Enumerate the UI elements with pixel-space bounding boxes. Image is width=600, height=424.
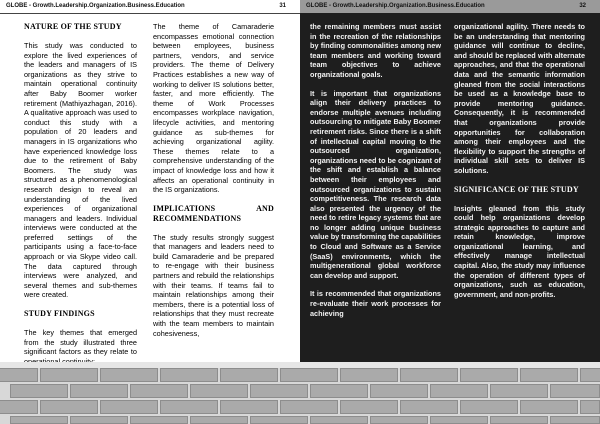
left-column-1 [24, 22, 137, 375]
journal-title: GLOBE - Growth.Leadership.Organization.Business.Education [306, 3, 485, 9]
right-column-2 [454, 22, 585, 308]
page-number: 32 [579, 3, 586, 9]
paragraph: It is important that organizations align their delivery practices to endorse multiple avenues including outsourcing to mitigate Baby Boomer retirement risks. Since there is a shift of intellectual capital moving to the outsourced organization, organizations need to be cognizant of the shift and establish a balance between their employees and outsourced organizations to sustain competitiveness. The research data also presented the urgency of the need to retire legacy systems that are no longer adding unique business value by transforming the capabilities to Cloud and Software as a Service (SaaS) environments, which the multigenerational global workforce can develop and support. [310, 88, 441, 280]
right-page [300, 0, 600, 362]
journal-title: GLOBE - Growth.Leadership.Organization.Business.Education [6, 3, 185, 9]
section-heading: STUDY FINDINGS [24, 309, 95, 319]
paragraph: organizational agility. There needs to be an understanding that mentoring guidance will continue to decline, and should be replaced with alternate approaches, and that the operational data and the semantic information gleaned from the social interactions be used as a knowledge base to provide mentoring guidance. Consequently, it is recommended that organizations provide opportunities for collaboration among their employees and the flexibility to support the strengths of individual skill sets to deliver IS solutions. [454, 22, 585, 175]
right-column-1 [310, 22, 441, 327]
paragraph: Insights gleaned from this study could help organizations develop strategic approaches to capture and retain knowledge, improve organizational learning, and effectively manage intellectual capital. Also, the study may influence the operation of different types of organizations, such as education, government, and non-profits. [454, 203, 585, 299]
brick-pattern-footer [0, 362, 600, 424]
section-heading: SIGNIFICANCE OF THE STUDY [454, 184, 579, 194]
section-heading: NATURE OF THE STUDY [24, 22, 122, 31]
paragraph: the remaining members must assist in the recreation of the relationships by finding commonalities among new team members and working toward team objectives to achieve organizational goals. [310, 22, 441, 79]
paragraph: It is recommended that organizations re-evaluate their work processes for achieving [310, 289, 441, 318]
section-heading: IMPLICATIONS AND RECOMMENDATIONS [153, 203, 274, 223]
paragraph: The study results strongly suggest that managers and leaders need to build Camaraderie and be prepared to re-engage with their business partners and rebuild the relationships with their teams. If teams fail to maintain relationships among their members, there is a potential loss of relationships that they must recreate with the team members to maintain cohesiveness, [153, 232, 274, 338]
page-number: 31 [279, 3, 286, 9]
left-column-2 [153, 22, 274, 347]
paragraph: This study was conducted to explore the lived experiences of the leaders and managers of IS organizations as they strive to maintain operational continuity after Baby Boomer worker retirement (Mathiyazhagan, 2016). A qualitative approach was used to conduct this study with a population of 20 leaders and managers in IS organizations who have experienced knowledge loss due to the retirement of Baby Boomers. The study was structured as a phenomenological research design to reveal an understanding of the lived experiences of organizational managers and leaders. Individual interviews were conducted at the preferred settings of the participants using a face-to-face approach or via Skype video call. The data captured through interviews were analyzed, and several themes and sub-themes were created. [24, 41, 137, 300]
left-page [0, 0, 300, 362]
right-page-header [300, 0, 600, 13]
left-page-header [0, 0, 300, 14]
paragraph: The key themes that emerged from the study illustrated three significant factors as they relate to [24, 328, 137, 357]
paragraph: The theme of Camaraderie encompasses emotional connection between employees, business partners, vendors, and service providers. The theme of Delivery Practices establishes a new way of working to deliver IS solutions better, faster, and more efficiently. The theme of Work Processes encompasses workplace navigation, lifecycle activities, and mentoring guidance as sub-themes for achieving organizational agility. These themes relate to a comprehensive understanding of the impact of knowledge loss and how it affects an operational continuity in the IS organizations. [153, 22, 274, 195]
